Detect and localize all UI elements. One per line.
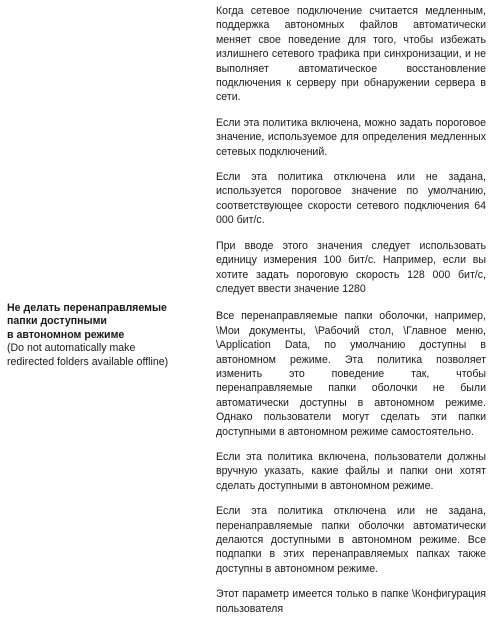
redirected-folders-scope-paragraph: Этот параметр имеется только в папке \Конфигурация пользователя	[216, 588, 486, 615]
redirected-folders-disabled-paragraph: Если эта политика отключена или не задана, перенаправляемые папки оболочки автоматически делаются доступными в автономном режиме. Все подпапки в этих перенаправляемых папках также доступны в автономном режиме.	[216, 505, 486, 575]
redirected-folders-enabled-paragraph: Если эта политика включена, пользователи должны вручную указать, какие файлы и папки они хотят сделать доступными в автономном режиме.	[216, 450, 486, 492]
policy-description-column	[216, 4, 486, 627]
policy-title-line: в автономном режиме	[7, 328, 125, 341]
policy-english-name-line: (Do not automatically make	[7, 342, 136, 355]
policy-name	[7, 302, 207, 369]
slow-link-units-paragraph: При вводе этого значения следует использовать единицу измерения 100 бит/с. Например, если вы хотите задать пороговую скорость 128 000 бит/с, следует ввести значение 1280	[216, 239, 486, 295]
policy-title-line: Не делать перенаправляемые	[7, 302, 167, 314]
slow-link-disabled-paragraph: Если эта политика отключена или не задана, используется пороговое значение по умолчанию, соответствующее скорости сетевого подключения 64 000 бит/с.	[216, 171, 486, 227]
policy-title-line: папки доступными	[7, 315, 107, 328]
slow-link-intro-paragraph: Когда сетевое подключение считается медленным, поддержка автономных файлов автоматически меняет свое поведение для того, чтобы избежать излишнего сетевого трафика при синхронизации, и не выполняет автоматическое восстановление подключения к серверу при обнаружении сервера в сети.	[216, 5, 486, 104]
policy-english-name-line: redirected folders available offline)	[7, 355, 169, 368]
redirected-folders-intro-paragraph: Все перенаправляемые папки оболочки, например, \Мои документы, \Рабочий стол, \Главное меню, \Application Data, по умолчанию доступны в автономном режиме. Эта политика позволяет изменить это поведение так, чтобы перенаправляемые папки оболочки не были автоматически доступны в автономном режиме. Однако пользователи могут сделать эти папки доступными в автономном режиме самостоятельно.	[216, 310, 486, 438]
slow-link-enabled-paragraph: Если эта политика включена, можно задать пороговое значение, используемое для определения медленных сетевых подключений.	[216, 116, 486, 158]
